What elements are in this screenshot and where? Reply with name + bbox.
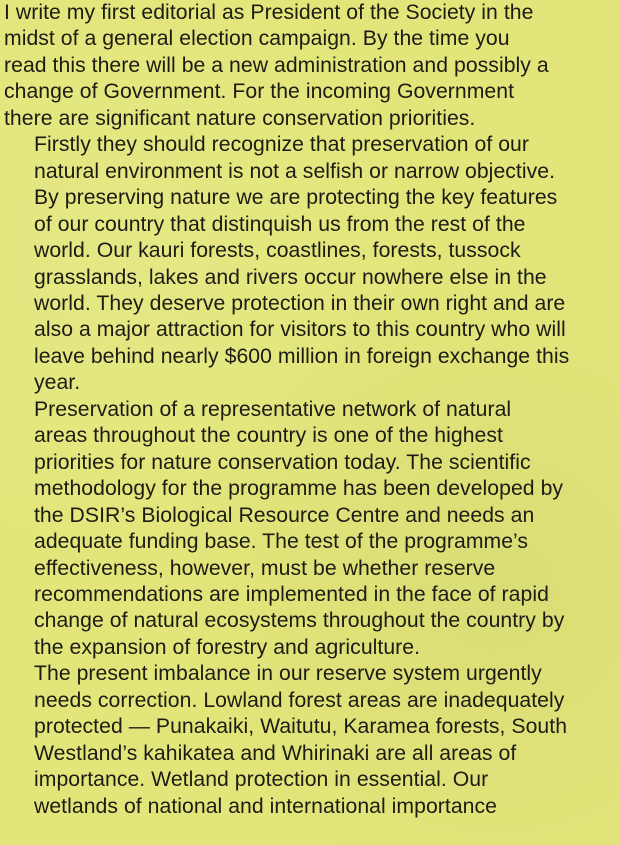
text-line: world. They deserve protection in their own right and are (34, 291, 566, 315)
text-line: change of Government. For the incoming Government (4, 80, 515, 104)
text-line: also a major attraction for visitors to this country who will (34, 318, 566, 342)
text-line: priorities for nature conservation today. The scientific (34, 450, 531, 474)
text-line: world. Our kauri forests, coastlines, forests, tussock (34, 239, 521, 263)
text-line: adequate funding base. The test of the programme’s (34, 530, 529, 554)
text-line: areas throughout the country is one of the highest (34, 424, 503, 448)
text-line: I write my first editorial as President of the Society in the (4, 1, 534, 24)
paragraph-4 (4, 661, 620, 820)
text-line: the expansion of forestry and agriculture. (34, 635, 421, 659)
editorial-body (4, 0, 620, 820)
text-line: importance. Wetland protection in essential. Our (34, 768, 489, 792)
text-line: natural environment is not a selfish or narrow objective. (34, 159, 556, 183)
text-line: By preserving nature we are protecting the key features (34, 186, 558, 210)
text-line: needs correction. Lowland forest areas are inadequately (34, 688, 565, 712)
text-line: effectiveness, however, must be whether reserve (34, 556, 496, 580)
text-line: recommendations are implemented in the face of rapid (34, 582, 549, 606)
text-line: protected — Punakaiki, Waitutu, Karamea forests, South (34, 715, 568, 739)
text-line: year. (34, 371, 81, 395)
paragraph-3 (4, 397, 620, 662)
text-line: wetlands of national and international importance (34, 794, 497, 818)
text-line: there are significant nature conservation priorities. (4, 106, 476, 130)
text-line: The present imbalance in our reserve system urgently (34, 662, 542, 686)
text-line: of our country that distinquish us from the rest of the (34, 212, 526, 236)
paragraph-1 (4, 0, 620, 132)
text-line: Westland’s kahikatea and Whirinaki are all areas of (34, 741, 517, 765)
text-line: change of natural ecosystems throughout the country by (34, 609, 565, 633)
text-line: grasslands, lakes and rivers occur nowhere else in the (34, 265, 547, 289)
text-line: leave behind nearly $600 million in foreign exchange this (34, 344, 570, 368)
text-line: Firstly they should recognize that preservation of our (34, 133, 529, 157)
text-line: Preservation of a representative network of natural (34, 397, 512, 421)
text-line: the DSIR’s Biological Resource Centre and needs an (34, 503, 535, 527)
text-line: midst of a general election campaign. By the time you (4, 27, 510, 51)
text-line: methodology for the programme has been developed by (34, 477, 564, 501)
text-line: read this there will be a new administration and possibly a (4, 53, 549, 77)
paragraph-2 (4, 132, 620, 397)
